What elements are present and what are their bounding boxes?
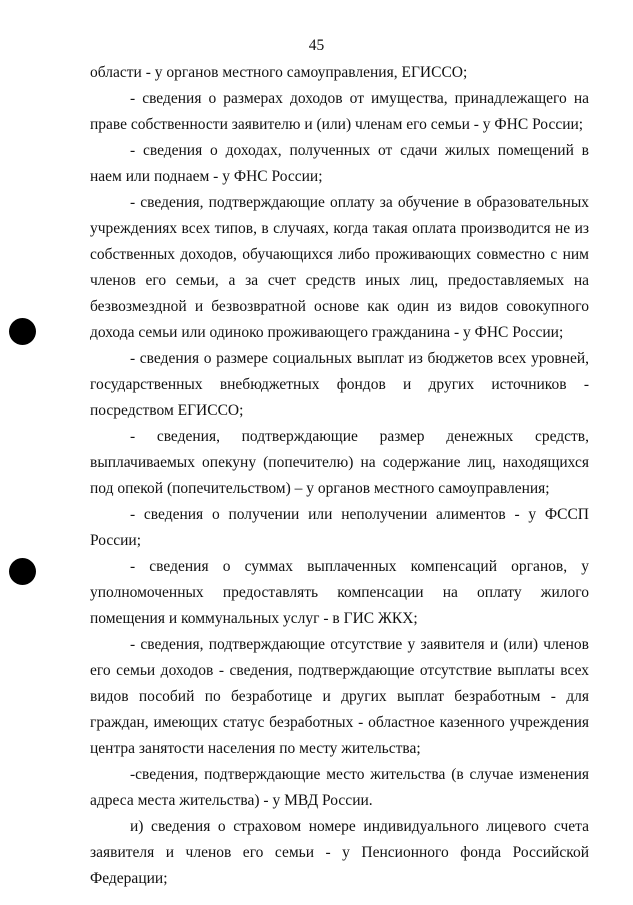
paragraph-guardian-funds: - сведения, подтверждающие размер денежных средств, выплачиваемых опекуну (попечителю) на содержание лиц, находящихся под опекой (попечительством) – у органов местного самоуправления; bbox=[90, 428, 589, 497]
paragraph-snils: и) сведения о страховом номере индивидуального лицевого счета заявителя и членов его семьи - у Пенсионного фонда Российской Федерации; bbox=[90, 818, 589, 887]
paragraph-residence: -сведения, подтверждающие место жительства (в случае изменения адреса места жительства) - у МВД России. bbox=[90, 766, 589, 809]
document-body bbox=[90, 60, 589, 892]
paragraph-unemployment: - сведения, подтверждающие отсутствие у заявителя и (или) членов его семьи доходов - сведения, подтверждающие отсутствие выплаты всех видов пособий по безработице и других выплат безработным - для граждан, имеющих статус безработных - областное казенного учреждения центра занятости населения по месту жительства; bbox=[90, 636, 589, 757]
paragraph-continuation: области - у органов местного самоуправления, ЕГИССО; bbox=[90, 64, 468, 81]
paragraph-property-income: - сведения о размерах доходов от имущества, принадлежащего на праве собственности заявителю и (или) членам его семьи - у ФНС России; bbox=[90, 90, 589, 133]
paragraph-social-payments: - сведения о размере социальных выплат из бюджетов всех уровней, государственных внебюджетных фондов и других источников - посредством ЕГИССО; bbox=[90, 350, 589, 419]
paragraph-education-payment: - сведения, подтверждающие оплату за обучение в образовательных учреждениях всех типов, в случаях, когда такая оплата производится не из собственных доходов, обучающихся либо проживающих совместно с ним членов его семьи, а за счет средств иных лиц, предоставляемых на безвозмездной и безвозвратной основе как один из видов совокупного дохода семьи или одиноко проживающего гражданина - у ФНС России; bbox=[90, 194, 589, 341]
paragraph-alimony: - сведения о получении или неполучении алиментов - у ФССП России; bbox=[90, 506, 589, 549]
punch-hole-top bbox=[9, 318, 36, 345]
page-number: 45 bbox=[308, 37, 325, 54]
paragraph-rental-income: - сведения о доходах, полученных от сдачи жилых помещений в наем или поднаем - у ФНС России; bbox=[90, 142, 589, 185]
paragraph-housing-compensation: - сведения о суммах выплаченных компенсаций органов, у уполномоченных предоставлять компенсации на оплату жилого помещения и коммунальных услуг - в ГИС ЖКХ; bbox=[90, 558, 589, 627]
punch-hole-bottom bbox=[9, 558, 36, 585]
